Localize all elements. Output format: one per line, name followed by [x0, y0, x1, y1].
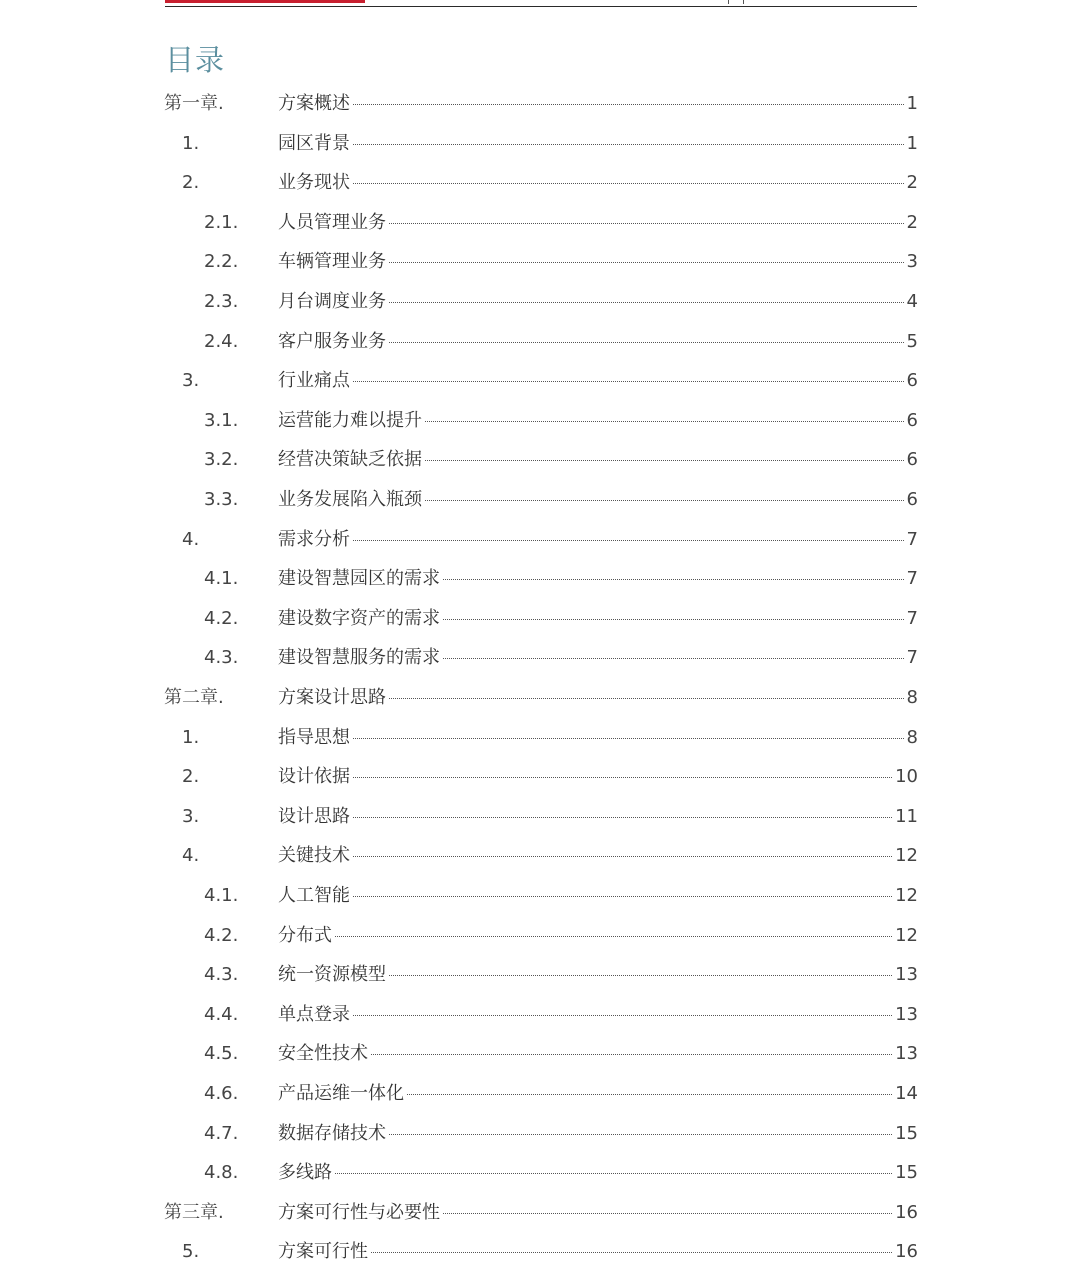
toc-dot-leader: [353, 183, 904, 184]
toc-entry-line: [278, 845, 918, 867]
toc-entry-page[interactable]: 6: [906, 489, 918, 510]
toc-entry-line: [278, 331, 918, 353]
toc-dot-leader: [353, 896, 892, 897]
toc-entry-page[interactable]: 5: [906, 330, 918, 352]
toc-entry-page[interactable]: 3: [906, 251, 918, 273]
toc-entry[interactable]: [0, 361, 1080, 401]
toc-entry-line: [278, 1162, 918, 1184]
toc-entry-number: 2.1.: [204, 211, 239, 233]
toc-entry-title[interactable]: 需求分析: [278, 528, 350, 550]
toc-dot-leader: [443, 579, 904, 580]
toc-entry[interactable]: [0, 1153, 1080, 1193]
toc-entry-title[interactable]: 分布式: [278, 924, 332, 946]
toc-entry-page[interactable]: 14: [895, 1083, 918, 1104]
toc-entry-number: 2.4.: [204, 330, 239, 352]
toc-entry-page[interactable]: 15: [895, 1122, 918, 1144]
toc-entry-title[interactable]: 人员管理业务: [278, 211, 386, 233]
toc-entry[interactable]: [0, 1114, 1080, 1154]
toc-entry-number: 4.2.: [204, 924, 239, 946]
toc-dot-leader: [335, 1173, 892, 1174]
toc-entry-page[interactable]: 12: [895, 924, 918, 946]
toc-entry-number: 3.1.: [204, 409, 239, 431]
toc-entry[interactable]: [0, 638, 1080, 678]
toc-dot-leader: [353, 104, 904, 105]
toc-entry-title[interactable]: 月台调度业务: [278, 291, 386, 312]
toc-entry[interactable]: [0, 559, 1080, 599]
toc-entry-line: [278, 449, 918, 471]
toc-entry-title[interactable]: 产品运维一体化: [278, 1083, 404, 1104]
toc-entry[interactable]: [0, 836, 1080, 876]
toc-entry[interactable]: [0, 1034, 1080, 1074]
toc-dot-leader: [389, 698, 904, 699]
toc-entry-line: [278, 133, 918, 155]
toc-entry-number: 3.2.: [204, 449, 239, 471]
toc-entry[interactable]: [0, 718, 1080, 758]
toc-entry-title[interactable]: 行业痛点: [278, 370, 350, 392]
toc-entry-number: 4.5.: [204, 1043, 239, 1065]
toc-dot-leader: [389, 1134, 892, 1135]
toc-entry[interactable]: [0, 163, 1080, 203]
toc-dot-leader: [425, 421, 904, 422]
toc-entry-title[interactable]: 运营能力难以提升: [278, 409, 422, 431]
toc-entry-title[interactable]: 设计思路: [278, 805, 350, 827]
header-accent-bar: [165, 0, 365, 3]
toc-entry-line: [278, 568, 918, 590]
toc-entry-number: 4.: [182, 845, 200, 867]
toc-dot-leader: [371, 1252, 892, 1253]
toc-entry-title[interactable]: 方案可行性: [278, 1241, 368, 1263]
toc-entry[interactable]: [0, 203, 1080, 243]
toc-entry-page[interactable]: 7: [906, 647, 918, 669]
toc-entry-line: [278, 1241, 918, 1263]
toc-entry-line: [278, 885, 918, 907]
toc-dot-leader: [443, 1213, 892, 1214]
toc-entry-page[interactable]: 12: [895, 845, 918, 867]
toc-entry-title[interactable]: 关键技术: [278, 845, 350, 867]
toc-entry-line: [278, 727, 918, 749]
toc-dot-leader: [353, 817, 892, 818]
toc-entry-title[interactable]: 业务发展陷入瓶颈: [278, 489, 422, 510]
toc-entry-page[interactable]: 8: [906, 726, 918, 748]
toc-dot-leader: [371, 1054, 892, 1055]
header-rule: [165, 6, 917, 7]
toc-entry-title[interactable]: 统一资源模型: [278, 964, 386, 986]
toc-entry-title[interactable]: 设计依据: [278, 766, 350, 788]
toc-dot-leader: [443, 619, 904, 620]
toc-entry-number: 1.: [182, 132, 200, 154]
toc-entry-page[interactable]: 12: [895, 885, 918, 906]
toc-entry-page[interactable]: 13: [895, 1043, 918, 1065]
toc-entry-line: [278, 608, 918, 630]
toc-entry-title[interactable]: 建设智慧服务的需求: [278, 647, 440, 669]
toc-entry-title[interactable]: 单点登录: [278, 1003, 350, 1025]
toc-entry-title[interactable]: 指导思想: [278, 726, 350, 748]
toc-entry-number: 4.7.: [204, 1122, 239, 1144]
toc-entry-title[interactable]: 园区背景: [278, 132, 350, 154]
toc-entry[interactable]: [0, 1074, 1080, 1114]
toc-entry-line: [278, 251, 918, 273]
toc-dot-leader: [389, 262, 904, 263]
toc-entry-line: [278, 1123, 918, 1145]
toc-dot-leader: [425, 460, 904, 461]
toc-entry-number: 2.: [182, 172, 200, 194]
toc-entry-line: [278, 687, 918, 709]
toc-entry-number: 3.3.: [204, 489, 239, 510]
toc-entry-line: [278, 1043, 918, 1065]
toc-entry-line: [278, 964, 918, 986]
toc-entry[interactable]: [0, 797, 1080, 837]
toc-entry-line: [278, 370, 918, 392]
toc-entry-page[interactable]: 8: [906, 687, 918, 708]
toc-entry[interactable]: [0, 916, 1080, 956]
toc-entry[interactable]: [0, 757, 1080, 797]
toc-entry-line: [278, 925, 918, 947]
toc-entry-title[interactable]: 方案设计思路: [278, 687, 386, 708]
toc-entry[interactable]: [0, 84, 1080, 124]
toc-entry-page[interactable]: 7: [906, 568, 918, 590]
toc-entry[interactable]: [0, 1232, 1080, 1272]
toc-entry-page[interactable]: 11: [895, 805, 918, 827]
toc-dot-leader: [389, 302, 904, 303]
toc-entry-title[interactable]: 业务现状: [278, 172, 350, 194]
toc-dot-leader: [389, 342, 904, 343]
toc-entry[interactable]: [0, 678, 1080, 718]
toc-entry-title[interactable]: 多线路: [278, 1162, 332, 1184]
toc-entry[interactable]: [0, 440, 1080, 480]
toc-entry[interactable]: [0, 599, 1080, 639]
toc-entry-line: [278, 806, 918, 828]
toc-entry-page[interactable]: 7: [906, 607, 918, 629]
toc-dot-leader: [353, 777, 892, 778]
toc-dot-leader: [335, 936, 892, 937]
toc-entry-page[interactable]: 7: [906, 528, 918, 550]
toc-entry-page[interactable]: 1: [906, 132, 918, 154]
toc-entry-line: [278, 172, 918, 194]
toc-entry-number: 4.8.: [204, 1162, 239, 1184]
toc-entry-number: 3.: [182, 805, 200, 827]
toc-entry-title[interactable]: 人工智能: [278, 885, 350, 906]
toc-entry-number: 4.: [182, 528, 200, 550]
toc-entry-number: 第二章.: [164, 687, 224, 708]
toc-entry-line: [278, 212, 918, 234]
toc-entry-title[interactable]: 安全性技术: [278, 1043, 368, 1065]
toc-entry-number: 4.3.: [204, 647, 239, 669]
toc-entry[interactable]: [0, 242, 1080, 282]
toc-entry-number: 4.3.: [204, 964, 239, 986]
toc-entry-page[interactable]: 4: [906, 291, 918, 312]
toc-entry-title[interactable]: 建设数字资产的需求: [278, 607, 440, 629]
toc-entry-page[interactable]: 6: [906, 409, 918, 431]
toc-entry-number: 1.: [182, 726, 200, 748]
toc-entry-number: 2.2.: [204, 251, 239, 273]
toc-entry-title[interactable]: 数据存储技术: [278, 1122, 386, 1144]
toc-entry-page[interactable]: 16: [895, 1241, 918, 1263]
toc-dot-leader: [353, 540, 904, 541]
toc-entry[interactable]: [0, 480, 1080, 520]
toc-entry-page[interactable]: 2: [906, 172, 918, 194]
toc-dot-leader: [407, 1094, 892, 1095]
toc-dot-leader: [353, 1015, 892, 1016]
toc-title: 目录: [165, 43, 226, 77]
toc-dot-leader: [389, 975, 892, 976]
toc-entry[interactable]: [0, 995, 1080, 1035]
toc-entry-line: [278, 93, 918, 115]
toc-dot-leader: [425, 500, 904, 501]
toc-entry-number: 第一章.: [164, 93, 224, 114]
toc-dot-leader: [353, 856, 892, 857]
toc-entry-line: [278, 410, 918, 432]
toc-entry-page[interactable]: 6: [906, 370, 918, 392]
toc-entry[interactable]: [0, 282, 1080, 322]
toc-entry-page[interactable]: 2: [906, 211, 918, 233]
toc-entry[interactable]: [0, 876, 1080, 916]
toc-entry-number: 4.1.: [204, 885, 239, 906]
toc-dot-leader: [389, 223, 904, 224]
toc-entry-title[interactable]: 方案可行性与必要性: [278, 1201, 440, 1223]
toc-entry-line: [278, 1004, 918, 1026]
toc-entry-page[interactable]: 13: [895, 1003, 918, 1025]
toc-entry-line: [278, 489, 918, 511]
toc-entry-line: [278, 766, 918, 788]
toc-entry[interactable]: [0, 955, 1080, 995]
toc-entry-title[interactable]: 方案概述: [278, 93, 350, 114]
toc-entry-number: 2.: [182, 766, 200, 788]
toc-entry[interactable]: [0, 1193, 1080, 1233]
toc-entry-number: 4.2.: [204, 607, 239, 629]
toc-entry-page[interactable]: 16: [895, 1201, 918, 1223]
toc-entry-number: 4.6.: [204, 1083, 239, 1104]
toc-entry-line: [278, 291, 918, 313]
toc-entry-line: [278, 647, 918, 669]
toc-entry-number: 4.1.: [204, 568, 239, 590]
toc-entry-number: 5.: [182, 1241, 200, 1263]
toc-entry-number: 4.4.: [204, 1003, 239, 1025]
toc-entry-page[interactable]: 10: [895, 766, 918, 788]
header-mark: [728, 0, 744, 4]
toc-entry[interactable]: [0, 322, 1080, 362]
toc-entry-page[interactable]: 13: [895, 964, 918, 986]
toc-entry[interactable]: [0, 520, 1080, 560]
toc-entry-line: [278, 1202, 918, 1224]
toc-entry-title[interactable]: 经营决策缺乏依据: [278, 449, 422, 471]
toc-entry-title[interactable]: 建设智慧园区的需求: [278, 568, 440, 590]
toc-entry-number: 2.3.: [204, 291, 239, 312]
toc-entry[interactable]: [0, 124, 1080, 164]
toc-entry-line: [278, 529, 918, 551]
toc-entry-title[interactable]: 车辆管理业务: [278, 251, 386, 273]
toc-entry-title[interactable]: 客户服务业务: [278, 330, 386, 352]
toc-entry-page[interactable]: 6: [906, 449, 918, 471]
toc-dot-leader: [353, 381, 904, 382]
toc-entry-page[interactable]: 1: [906, 93, 918, 114]
toc-entry-number: 3.: [182, 370, 200, 392]
toc-dot-leader: [353, 738, 904, 739]
toc-dot-leader: [353, 144, 904, 145]
toc-dot-leader: [443, 658, 904, 659]
toc-entry-number: 第三章.: [164, 1201, 224, 1223]
toc-entry-line: [278, 1083, 918, 1105]
toc-entry[interactable]: [0, 401, 1080, 441]
toc-entry-page[interactable]: 15: [895, 1162, 918, 1184]
